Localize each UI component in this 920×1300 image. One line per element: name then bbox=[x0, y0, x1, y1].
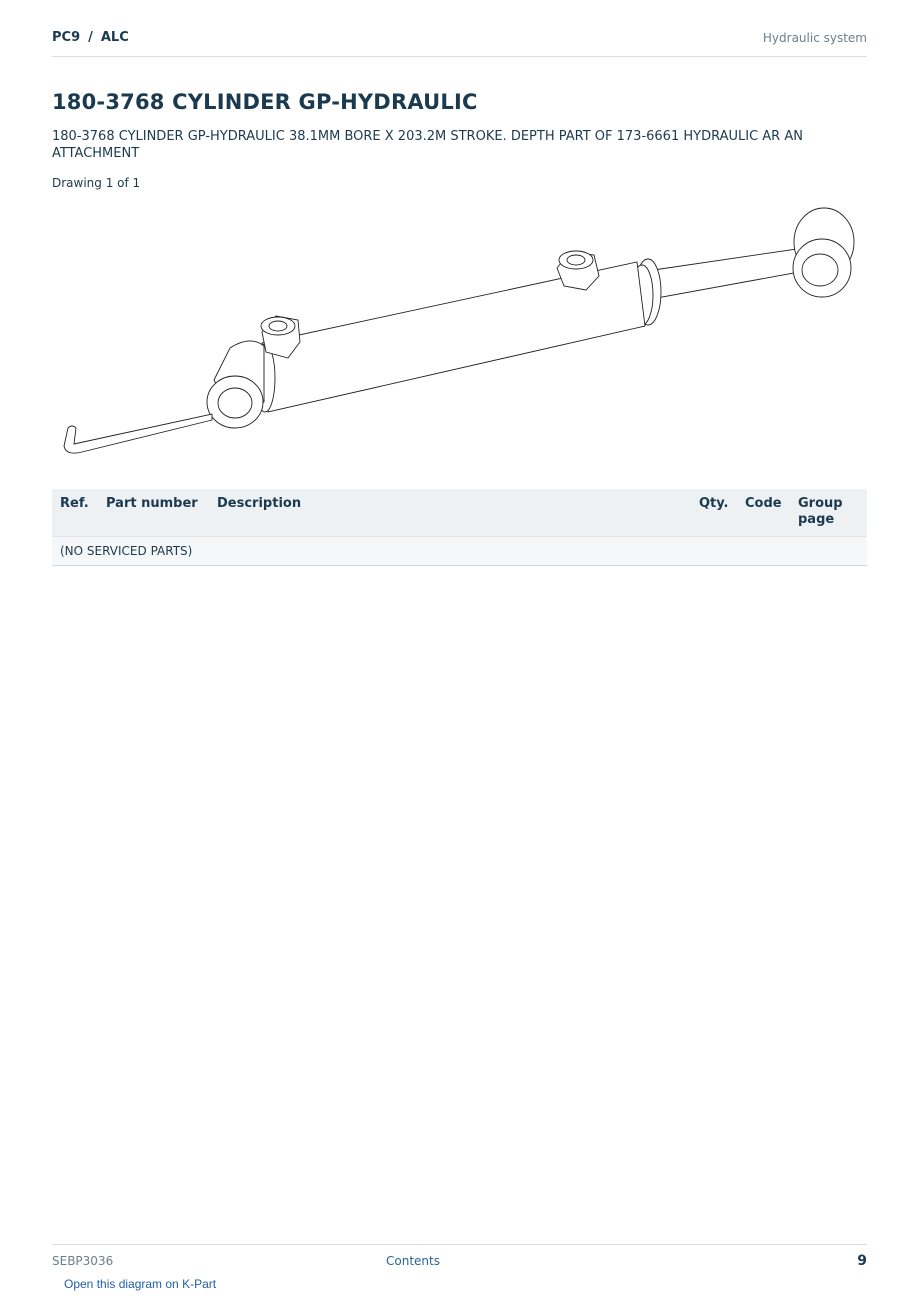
part-description: 180-3768 CYLINDER GP-HYDRAULIC 38.1MM BORE X 203.2M STROKE. DEPTH PART OF 173-6661 HYDRAULIC AR AN ATTACHMENT bbox=[52, 129, 803, 161]
hydraulic-cylinder-drawing-icon bbox=[52, 200, 867, 470]
page-number: 9 bbox=[857, 1253, 867, 1269]
breadcrumb bbox=[52, 30, 129, 45]
document-code: SEBP3036 bbox=[52, 1254, 114, 1268]
column-header-ref: Ref. bbox=[52, 489, 98, 537]
column-header-qty: Qty. bbox=[691, 489, 737, 537]
contents-link[interactable]: Contents bbox=[386, 1254, 440, 1268]
column-header-part-number: Part number bbox=[98, 489, 209, 537]
column-header-description: Description bbox=[209, 489, 691, 537]
table-row bbox=[52, 537, 867, 566]
drawing-count: Drawing 1 of 1 bbox=[52, 176, 141, 190]
page-header bbox=[52, 28, 867, 57]
column-header-code: Code bbox=[737, 489, 790, 537]
breadcrumb-item-model[interactable]: PC9 bbox=[52, 30, 81, 45]
breadcrumb-separator: / bbox=[88, 30, 93, 45]
page-footer bbox=[52, 1244, 867, 1275]
section-name: Hydraulic system bbox=[762, 31, 867, 45]
parts-table bbox=[52, 489, 867, 566]
open-k-part-link[interactable]: Open this diagram on K-Part bbox=[64, 1277, 217, 1291]
page-title: 180-3768 CYLINDER GP-HYDRAULIC bbox=[52, 90, 478, 114]
column-header-group-page: Group page bbox=[790, 489, 867, 537]
parts-table-header bbox=[52, 489, 867, 537]
breadcrumb-item-section[interactable]: ALC bbox=[100, 30, 129, 45]
empty-table-message: (NO SERVICED PARTS) bbox=[52, 537, 867, 566]
